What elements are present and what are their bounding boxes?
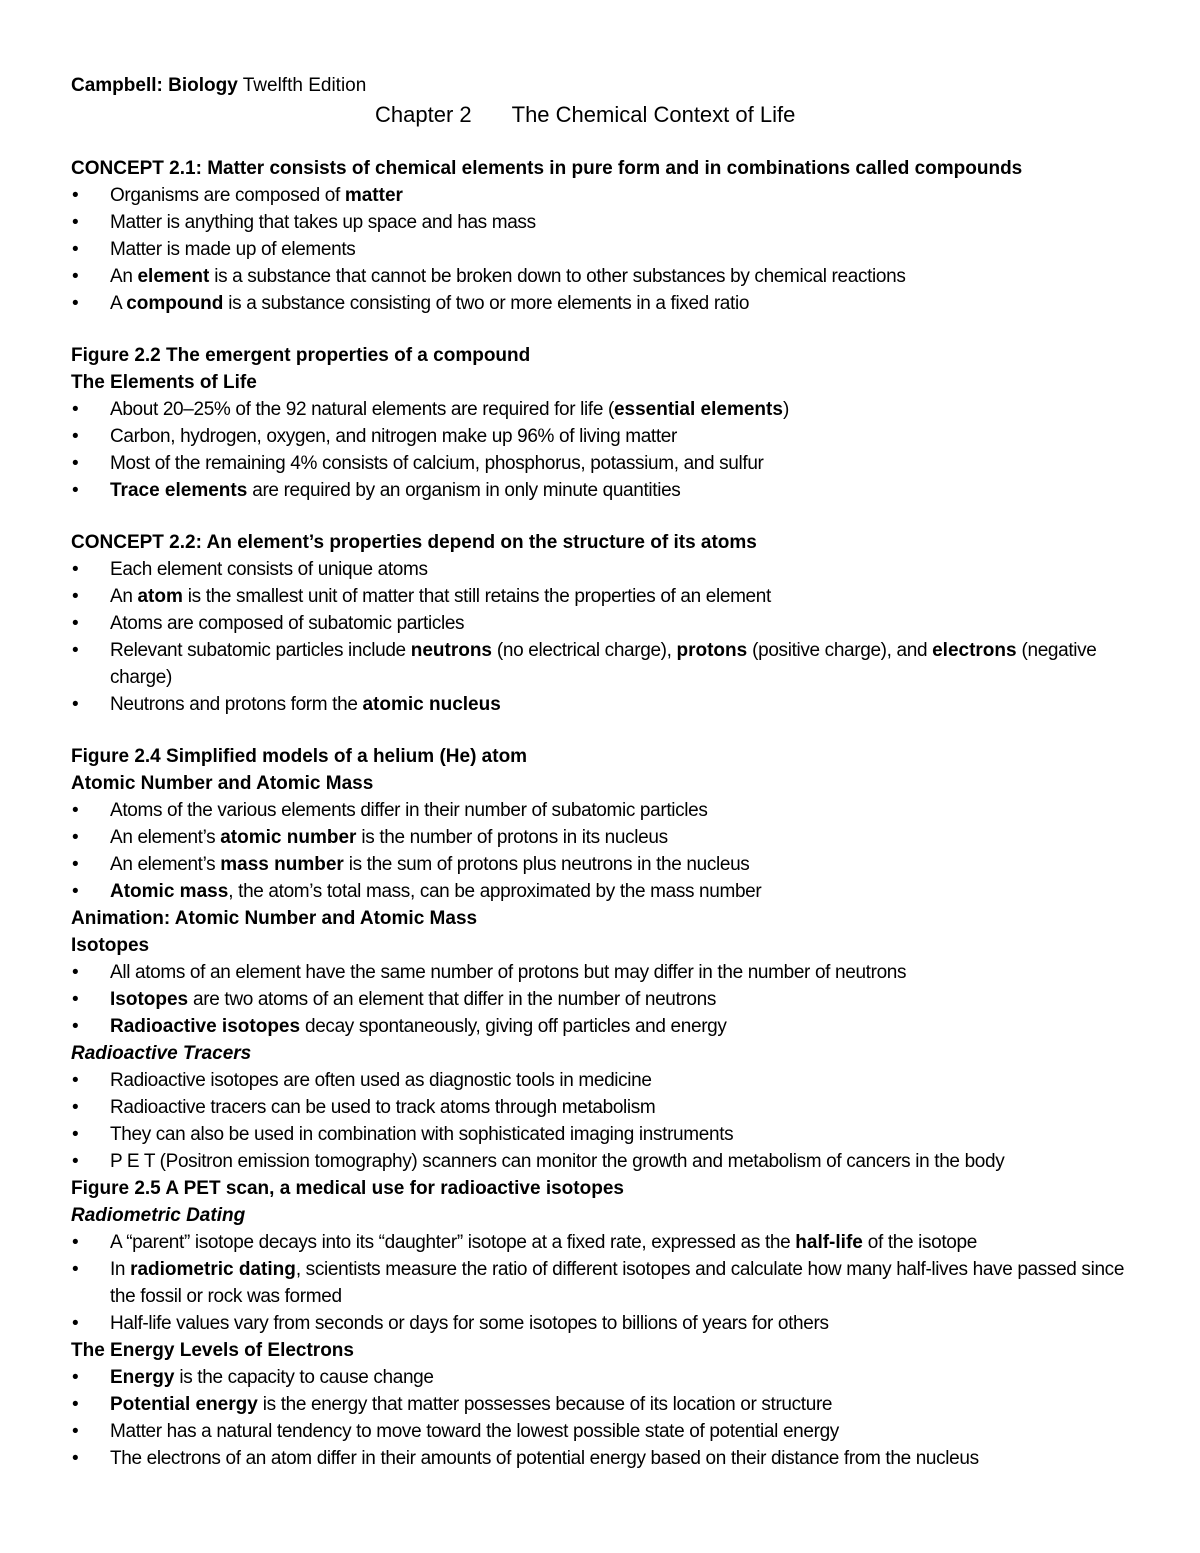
section-heading: Isotopes <box>71 935 150 956</box>
book-header <box>71 72 1151 99</box>
key-term: element <box>137 266 210 287</box>
document-body <box>71 155 1151 1472</box>
key-term: half-life <box>795 1232 863 1253</box>
bullet-list <box>71 396 1151 504</box>
section-heading: The Elements of Life <box>71 372 257 393</box>
bullet-item: • Matter is anything that takes up space and has mass <box>71 209 1151 236</box>
section-heading: CONCEPT 2.1: Matter consists of chemical elements in pure form and in combinations called compounds <box>71 158 1023 179</box>
bullet-item: • In radiometric dating, scientists measure the ratio of different isotopes and calculate how many half-lives have passed since the fossil or rock was formed <box>71 1256 1151 1310</box>
bullet-item: • Half-life values vary from seconds or days for some isotopes to billions of years for others <box>71 1310 1151 1337</box>
section-heading: The Energy Levels of Electrons <box>71 1340 354 1361</box>
bullet-item: • An element is a substance that cannot be broken down to other substances by chemical reactions <box>71 263 1151 290</box>
key-term: protons <box>676 640 748 661</box>
section <box>71 1175 1151 1337</box>
spacer <box>71 504 1151 529</box>
key-term: Energy <box>110 1367 175 1388</box>
section-heading: Atomic Number and Atomic Mass <box>71 773 374 794</box>
key-term: Radioactive isotopes <box>110 1016 301 1037</box>
bullet-item: • Neutrons and protons form the atomic nucleus <box>71 691 1151 718</box>
section <box>71 504 1151 718</box>
bullet-item: • Matter has a natural tendency to move toward the lowest possible state of potential energy <box>71 1418 1151 1445</box>
bullet-item: • Atoms are composed of subatomic particles <box>71 610 1151 637</box>
key-term: Potential energy <box>110 1394 258 1415</box>
section <box>71 905 1151 1040</box>
bullet-list <box>71 1229 1151 1337</box>
bullet-item: • P E T (Positron emission tomography) scanners can monitor the growth and metabolism of cancers in the body <box>71 1148 1151 1175</box>
key-term: mass number <box>220 854 344 875</box>
bullet-item: • Each element consists of unique atoms <box>71 556 1151 583</box>
book-title: Campbell: Biology <box>71 75 238 96</box>
bullet-item: • An element’s atomic number is the number of protons in its nucleus <box>71 824 1151 851</box>
bullet-item: • About 20–25% of the 92 natural elements are required for life (essential elements) <box>71 396 1151 423</box>
bullet-item: • All atoms of an element have the same number of protons but may differ in the number of neutrons <box>71 959 1151 986</box>
bullet-item: • Organisms are composed of matter <box>71 182 1151 209</box>
section-heading: Radiometric Dating <box>71 1205 246 1226</box>
bullet-list <box>71 1364 1151 1472</box>
bullet-item: • Radioactive isotopes decay spontaneously, giving off particles and energy <box>71 1013 1151 1040</box>
key-term: compound <box>126 293 224 314</box>
key-term: Atomic mass <box>110 881 229 902</box>
section-heading: Figure 2.4 Simplified models of a helium (He) atom <box>71 746 528 767</box>
bullet-item: • Radioactive tracers can be used to track atoms through metabolism <box>71 1094 1151 1121</box>
bullet-item: • Radioactive isotopes are often used as diagnostic tools in medicine <box>71 1067 1151 1094</box>
key-term: electrons <box>932 640 1017 661</box>
bullet-item: • Atomic mass, the atom’s total mass, can be approximated by the mass number <box>71 878 1151 905</box>
spacer <box>71 130 1151 155</box>
chapter-name: The Chemical Context of Life <box>511 102 796 127</box>
key-term: atomic number <box>220 827 357 848</box>
bullet-item: • Potential energy is the energy that matter possesses because of its location or structure <box>71 1391 1151 1418</box>
document-page <box>71 72 1151 1472</box>
bullet-item: • An atom is the smallest unit of matter that still retains the properties of an element <box>71 583 1151 610</box>
bullet-item: • Trace elements are required by an organism in only minute quantities <box>71 477 1151 504</box>
bullet-item: • Atoms of the various elements differ in their number of subatomic particles <box>71 797 1151 824</box>
section-heading: Animation: Atomic Number and Atomic Mass <box>71 908 478 929</box>
key-term: neutrons <box>410 640 492 661</box>
spacer <box>71 317 1151 342</box>
bullet-item: • An element’s mass number is the sum of protons plus neutrons in the nucleus <box>71 851 1151 878</box>
bullet-item: • Isotopes are two atoms of an element that differ in the number of neutrons <box>71 986 1151 1013</box>
section <box>71 718 1151 905</box>
bullet-item: • Energy is the capacity to cause change <box>71 1364 1151 1391</box>
bullet-item: • A “parent” isotope decays into its “daughter” isotope at a fixed rate, expressed as the half-life of the isotope <box>71 1229 1151 1256</box>
bullet-list <box>71 182 1151 317</box>
bullet-item: • Matter is made up of elements <box>71 236 1151 263</box>
bullet-list <box>71 797 1151 905</box>
chapter-title <box>71 100 1151 130</box>
section-heading: Figure 2.2 The emergent properties of a compound <box>71 345 531 366</box>
bullet-list <box>71 959 1151 1040</box>
bullet-item: • Most of the remaining 4% consists of calcium, phosphorus, potassium, and sulfur <box>71 450 1151 477</box>
bullet-item: • A compound is a substance consisting of two or more elements in a fixed ratio <box>71 290 1151 317</box>
key-term: radiometric dating <box>130 1259 296 1280</box>
section <box>71 1337 1151 1472</box>
section-heading: CONCEPT 2.2: An element’s properties depend on the structure of its atoms <box>71 532 757 553</box>
bullet-list <box>71 1067 1151 1175</box>
bullet-item: • The electrons of an atom differ in their amounts of potential energy based on their distance from the nucleus <box>71 1445 1151 1472</box>
key-term: Trace elements <box>110 480 248 501</box>
key-term: essential elements <box>613 399 783 420</box>
book-edition: Twelfth Edition <box>242 75 367 96</box>
bullet-item: • Carbon, hydrogen, oxygen, and nitrogen make up 96% of living matter <box>71 423 1151 450</box>
bullet-item: • Relevant subatomic particles include neutrons (no electrical charge), protons (positive charge), and electrons (negative charge) <box>71 637 1151 691</box>
chapter-number: Chapter 2 <box>375 102 472 127</box>
section <box>71 155 1151 317</box>
key-term: atomic nucleus <box>362 694 501 715</box>
bullet-list <box>71 556 1151 718</box>
spacer <box>71 718 1151 743</box>
key-term: matter <box>344 185 403 206</box>
section-heading: Figure 2.5 A PET scan, a medical use for radioactive isotopes <box>71 1178 624 1199</box>
section-heading: Radioactive Tracers <box>71 1043 252 1064</box>
key-term: Isotopes <box>110 989 189 1010</box>
section <box>71 1040 1151 1175</box>
key-term: atom <box>137 586 183 607</box>
section <box>71 317 1151 504</box>
bullet-item: • They can also be used in combination with sophisticated imaging instruments <box>71 1121 1151 1148</box>
